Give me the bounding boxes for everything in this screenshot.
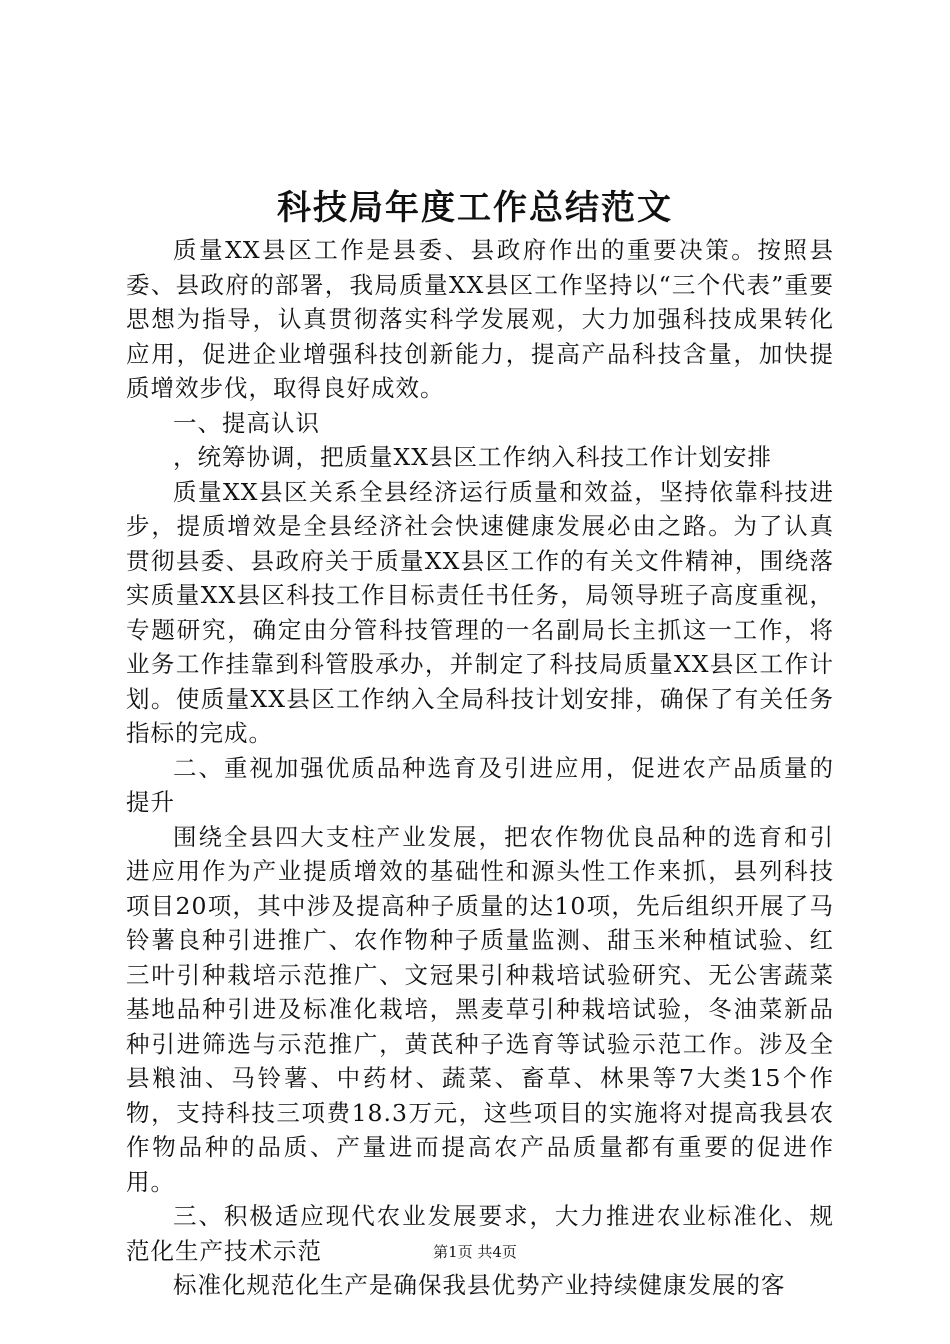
page-footer: 第1页 共4页: [433, 1243, 517, 1261]
section-heading-1: 一、提高认识: [173, 408, 320, 437]
document-title: 科技局年度工作总结范文: [277, 188, 673, 228]
paragraph-section-1: 质量XX县区关系全县经济运行质量和效益，坚持依靠科技进步，提质增效是全县经济社会快速健康发展必由之路。为了认真贯彻县委、县政府关于质量XX县区工作的有关文件精神，围绕落实质量XX县区科技工作目标责任书任务，局领导班子高度重视，专题研究，确定由分管科技管理的一名副局长主抓这一工作，将业务工作挂靠到科管股承办，并制定了科技局质量XX县区工作计划。使质量XX县区工作纳入全局科技计划安排，确保了有关任务指标的完成。: [126, 477, 834, 747]
section-heading-2: 二、重视加强优质品种选育及引进应用，促进农产品质量的提升: [126, 753, 834, 816]
document-body: [126, 233, 834, 1303]
paragraph-section-3: 标准化规范化生产是确保我县优势产业持续健康发展的客: [173, 1271, 786, 1299]
section-subheading-1: ，统筹协调，把质量XX县区工作纳入科技工作计划安排: [173, 443, 772, 471]
paragraph-section-2: 围绕全县四大支柱产业发展，把农作物优良品种的选育和引进应用作为产业提质增效的基础性和源头性工作来抓，县列科技项目20项，其中涉及提高种子质量的达10项，先后组织开展了马铃薯良种引进推广、农作物种子质量监测、甜玉米种植试验、红三叶引种栽培示范推广、文冠果引种栽培试验研究、无公害蔬菜基地品种引进及标准化栽培，黑麦草引种栽培试验，冬油菜新品种引进筛选与示范推广，黄芪种子选育等试验示范工作。涉及全县粮油、马铃薯、中药材、蔬菜、畜草、林果等7大类15个作物，支持科技三项费18.3万元，这些项目的实施将对提高我县农作物品种的品质、产量进而提高农产品质量都有重要的促进作用。: [126, 822, 834, 1196]
section-heading-3: 三、积极适应现代农业发展要求，大力推进农业标准化、规范化生产技术示范: [126, 1202, 834, 1265]
paragraph-intro: 质量XX县区工作是县委、县政府作出的重要决策。按照县委、县政府的部署，我局质量XX县区工作坚持以“三个代表”重要思想为指导，认真贯彻落实科学发展观，大力加强科技成果转化应用，促进企业增强科技创新能力，提高产品科技含量，加快提质增效步伐，取得良好成效。: [126, 236, 834, 402]
